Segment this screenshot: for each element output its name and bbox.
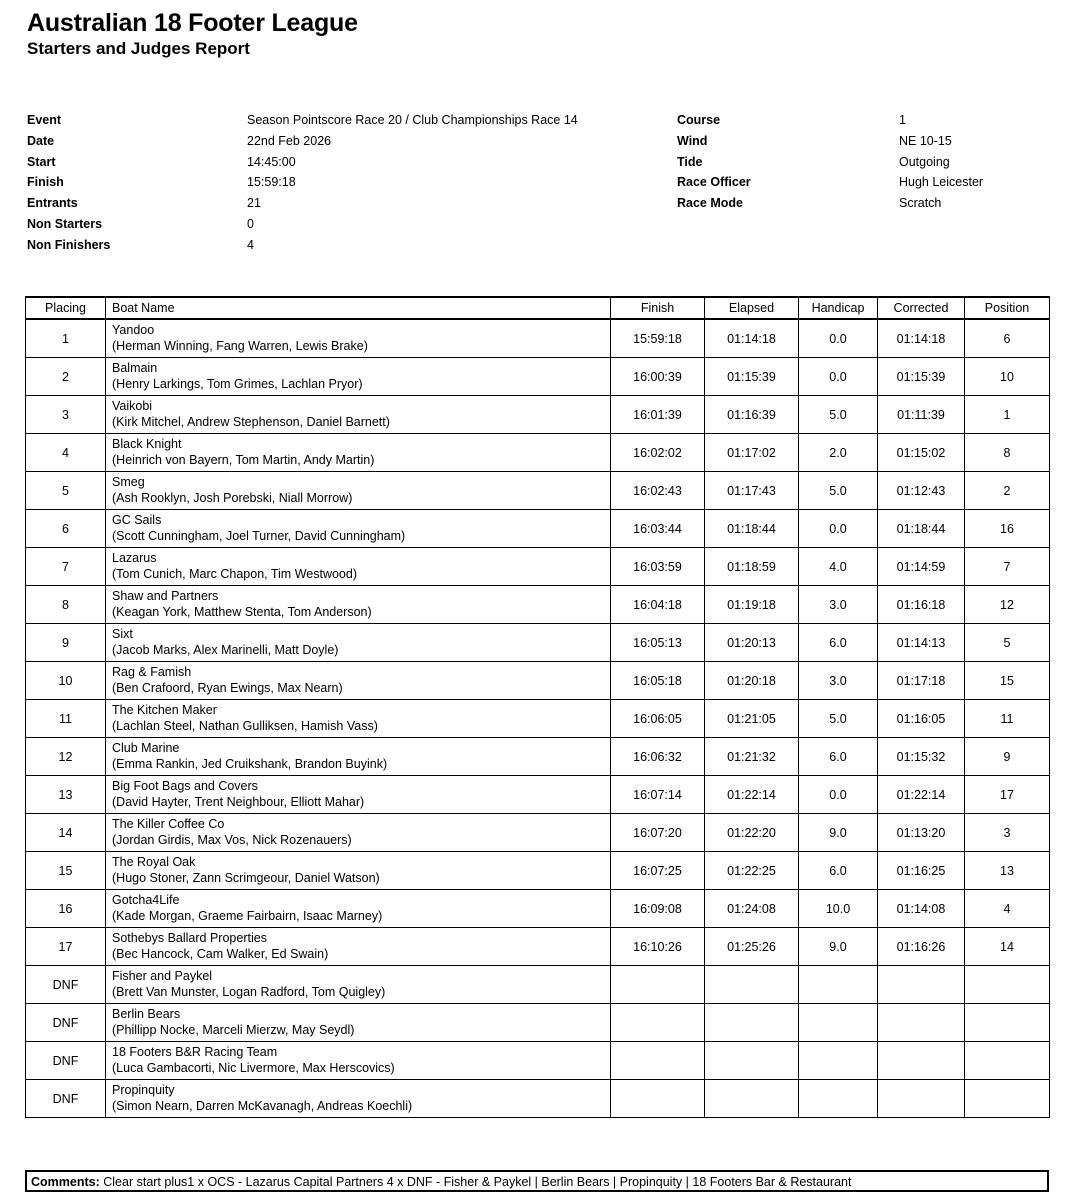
cell-finish: 16:06:05 <box>611 700 705 738</box>
boat-name: Club Marine <box>112 741 180 755</box>
metadata-value: 0 <box>247 216 254 231</box>
cell-handicap <box>799 966 878 1004</box>
cell-boat <box>106 776 611 814</box>
cell-elapsed <box>705 1080 799 1118</box>
cell-position: 14 <box>965 928 1050 966</box>
table-row[interactable] <box>26 548 1050 586</box>
boat-name: The Kitchen Maker <box>112 703 217 717</box>
cell-position: 16 <box>965 510 1050 548</box>
cell-handicap: 0.0 <box>799 319 878 358</box>
cell-finish <box>611 1080 705 1118</box>
metadata-value: 21 <box>247 196 261 211</box>
boat-crew: (Hugo Stoner, Zann Scrimgeour, Daniel Watson) <box>112 870 380 885</box>
boat-cell-content <box>106 890 610 927</box>
cell-placing: 10 <box>26 662 106 700</box>
cell-boat <box>106 1042 611 1080</box>
boat-crew: (Keagan York, Matthew Stenta, Tom Anderson) <box>112 604 372 619</box>
cell-handicap: 6.0 <box>799 738 878 776</box>
metadata-label: Date <box>27 133 55 148</box>
boat-crew: (David Hayter, Trent Neighbour, Elliott Mahar) <box>112 794 365 809</box>
cell-finish: 16:05:18 <box>611 662 705 700</box>
boat-name: The Killer Coffee Co <box>112 817 225 831</box>
column-header-handicap[interactable]: Handicap <box>799 297 878 319</box>
comments-bar <box>25 1170 1049 1192</box>
cell-placing: 17 <box>26 928 106 966</box>
boat-cell-content <box>106 548 610 585</box>
table-row[interactable] <box>26 890 1050 928</box>
boat-crew: (Jacob Marks, Alex Marinelli, Matt Doyle) <box>112 642 339 657</box>
cell-position: 13 <box>965 852 1050 890</box>
metadata-value: Scratch <box>899 196 942 211</box>
boat-cell-content <box>106 966 610 1003</box>
cell-finish: 16:09:08 <box>611 890 705 928</box>
boat-crew: (Bec Hancock, Cam Walker, Ed Swain) <box>112 946 329 961</box>
cell-boat <box>106 396 611 434</box>
metadata-value: 1 <box>899 113 906 127</box>
cell-corrected: 01:16:26 <box>878 928 965 966</box>
table-row[interactable] <box>26 1042 1050 1080</box>
cell-placing: 2 <box>26 358 106 396</box>
cell-position: 8 <box>965 434 1050 472</box>
boat-cell-content <box>106 1004 610 1041</box>
cell-placing: DNF <box>26 1080 106 1118</box>
cell-finish: 15:59:18 <box>611 319 705 358</box>
column-header-boat-name[interactable]: Boat Name <box>106 297 611 319</box>
metadata-row <box>677 172 1057 193</box>
boat-crew: (Simon Nearn, Darren McKavanagh, Andreas Koechli) <box>112 1098 413 1113</box>
cell-finish: 16:02:43 <box>611 472 705 510</box>
cell-handicap <box>799 1042 878 1080</box>
cell-finish: 16:03:44 <box>611 510 705 548</box>
cell-boat <box>106 890 611 928</box>
results-table-body <box>26 319 1050 1118</box>
cell-elapsed: 01:19:18 <box>705 586 799 624</box>
boat-cell-content <box>106 624 610 661</box>
cell-handicap: 5.0 <box>799 396 878 434</box>
cell-boat <box>106 814 611 852</box>
boat-name: GC Sails <box>112 513 162 527</box>
cell-boat <box>106 548 611 586</box>
metadata-value: 15:59:18 <box>247 175 296 190</box>
cell-boat <box>106 510 611 548</box>
cell-corrected: 01:22:14 <box>878 776 965 814</box>
cell-placing: 8 <box>26 586 106 624</box>
boat-name: Balmain <box>112 361 158 375</box>
boat-crew: (Ash Rooklyn, Josh Porebski, Niall Morrow) <box>112 490 353 505</box>
cell-placing: 15 <box>26 852 106 890</box>
boat-cell-content <box>106 320 610 357</box>
cell-corrected: 01:13:20 <box>878 814 965 852</box>
boat-name: Fisher and Paykel <box>112 969 213 983</box>
metadata-row <box>27 193 667 214</box>
boat-cell-content <box>106 700 610 737</box>
metadata-value: NE 10-15 <box>899 133 952 148</box>
boat-name: Propinquity <box>112 1083 175 1097</box>
boat-crew: (Emma Rankin, Jed Cruikshank, Brandon Buyink) <box>112 756 388 771</box>
boat-crew: (Henry Larkings, Tom Grimes, Lachlan Pryor) <box>112 376 363 391</box>
cell-finish: 16:06:32 <box>611 738 705 776</box>
cell-placing: 4 <box>26 434 106 472</box>
metadata-label: Finish <box>27 175 64 190</box>
metadata-row <box>677 152 1057 173</box>
cell-boat <box>106 700 611 738</box>
table-row[interactable] <box>26 319 1050 358</box>
metadata-value: 22nd Feb 2026 <box>247 133 332 148</box>
cell-elapsed: 01:22:25 <box>705 852 799 890</box>
results-table-head <box>26 297 1050 319</box>
column-header-finish[interactable]: Finish <box>611 297 705 319</box>
boat-name: Big Foot Bags and Covers <box>112 779 258 793</box>
cell-position: 17 <box>965 776 1050 814</box>
cell-handicap: 10.0 <box>799 890 878 928</box>
cell-position: 10 <box>965 358 1050 396</box>
metadata-value: Season Pointscore Race 20 / Club Championships Race 14 <box>247 113 578 127</box>
boat-name: Shaw and Partners <box>112 589 219 603</box>
boat-crew: (Herman Winning, Fang Warren, Lewis Brake) <box>112 338 368 353</box>
table-row[interactable] <box>26 472 1050 510</box>
table-row[interactable] <box>26 814 1050 852</box>
cell-handicap: 5.0 <box>799 700 878 738</box>
cell-corrected: 01:16:25 <box>878 852 965 890</box>
boat-cell-content <box>106 928 610 965</box>
boat-cell-content <box>106 776 610 813</box>
comments-label: Comments: <box>31 1175 100 1189</box>
cell-corrected: 01:11:39 <box>878 396 965 434</box>
metadata-label: Tide <box>677 154 703 169</box>
cell-handicap: 4.0 <box>799 548 878 586</box>
metadata-label: Entrants <box>27 196 78 211</box>
boat-cell-content <box>106 586 610 623</box>
cell-placing: 9 <box>26 624 106 662</box>
table-row[interactable] <box>26 510 1050 548</box>
boat-cell-content <box>106 1080 610 1117</box>
cell-handicap: 6.0 <box>799 624 878 662</box>
cell-placing: 16 <box>26 890 106 928</box>
cell-placing: DNF <box>26 1042 106 1080</box>
boat-cell-content <box>106 1042 610 1079</box>
boat-cell-content <box>106 662 610 699</box>
metadata-label: Race Mode <box>677 196 743 211</box>
metadata-row <box>677 131 1057 152</box>
boat-name: Berlin Bears <box>112 1007 181 1021</box>
cell-finish: 16:07:14 <box>611 776 705 814</box>
cell-placing: 1 <box>26 319 106 358</box>
cell-corrected: 01:15:39 <box>878 358 965 396</box>
page-title: Australian 18 Footer League <box>27 9 358 37</box>
metadata-label: Non Starters <box>27 216 103 231</box>
boat-crew: (Kirk Mitchel, Andrew Stephenson, Daniel Barnett) <box>112 414 390 429</box>
cell-boat <box>106 662 611 700</box>
metadata-label: Wind <box>677 133 708 148</box>
metadata-label: Non Finishers <box>27 237 111 252</box>
cell-position: 12 <box>965 586 1050 624</box>
cell-elapsed: 01:24:08 <box>705 890 799 928</box>
cell-corrected <box>878 966 965 1004</box>
cell-handicap: 9.0 <box>799 814 878 852</box>
cell-elapsed <box>705 966 799 1004</box>
cell-finish: 16:05:13 <box>611 624 705 662</box>
cell-handicap: 0.0 <box>799 510 878 548</box>
cell-corrected: 01:15:02 <box>878 434 965 472</box>
cell-position <box>965 1004 1050 1042</box>
boat-name: The Royal Oak <box>112 855 196 869</box>
comments-text: Clear start plus1 x OCS - Lazarus Capital Partners 4 x DNF - Fisher & Paykel | Berlin Bears | Propinquity | 18 Footers Bar & Restaurant <box>103 1175 852 1189</box>
table-header-row <box>26 297 1050 319</box>
cell-corrected: 01:14:18 <box>878 319 965 358</box>
boat-cell-content <box>106 738 610 775</box>
cell-handicap: 0.0 <box>799 358 878 396</box>
metadata-label: Event <box>27 113 62 127</box>
boat-name: Vaikobi <box>112 399 153 413</box>
cell-corrected: 01:15:32 <box>878 738 965 776</box>
cell-elapsed <box>705 1042 799 1080</box>
cell-elapsed: 01:15:39 <box>705 358 799 396</box>
boat-crew: (Tom Cunich, Marc Chapon, Tim Westwood) <box>112 566 357 581</box>
cell-placing: 13 <box>26 776 106 814</box>
boat-crew: (Lachlan Steel, Nathan Gulliksen, Hamish Vass) <box>112 718 378 733</box>
table-row[interactable] <box>26 1080 1050 1118</box>
table-row[interactable] <box>26 358 1050 396</box>
boat-cell-content <box>106 814 610 851</box>
cell-elapsed: 01:21:32 <box>705 738 799 776</box>
table-row[interactable] <box>26 776 1050 814</box>
cell-finish: 16:00:39 <box>611 358 705 396</box>
boat-name: Black Knight <box>112 437 182 451</box>
cell-handicap: 3.0 <box>799 586 878 624</box>
cell-finish <box>611 966 705 1004</box>
cell-elapsed: 01:17:02 <box>705 434 799 472</box>
metadata-value: 4 <box>247 237 254 252</box>
table-row[interactable] <box>26 966 1050 1004</box>
cell-placing: DNF <box>26 1004 106 1042</box>
cell-placing: DNF <box>26 966 106 1004</box>
cell-boat <box>106 1004 611 1042</box>
metadata-column-right <box>677 110 1057 214</box>
cell-elapsed: 01:14:18 <box>705 319 799 358</box>
cell-corrected <box>878 1042 965 1080</box>
cell-boat <box>106 586 611 624</box>
boat-crew: (Scott Cunningham, Joel Turner, David Cunningham) <box>112 528 406 543</box>
cell-placing: 11 <box>26 700 106 738</box>
cell-boat <box>106 738 611 776</box>
table-row[interactable] <box>26 396 1050 434</box>
table-row[interactable] <box>26 434 1050 472</box>
cell-corrected: 01:12:43 <box>878 472 965 510</box>
cell-corrected: 01:16:18 <box>878 586 965 624</box>
boat-cell-content <box>106 358 610 395</box>
page-subtitle: Starters and Judges Report <box>27 39 250 58</box>
cell-boat <box>106 358 611 396</box>
cell-elapsed: 01:22:20 <box>705 814 799 852</box>
cell-handicap: 3.0 <box>799 662 878 700</box>
cell-finish <box>611 1042 705 1080</box>
boat-name: 18 Footers B&R Racing Team <box>112 1045 278 1059</box>
cell-elapsed: 01:20:18 <box>705 662 799 700</box>
column-header-elapsed[interactable]: Elapsed <box>705 297 799 319</box>
cell-finish: 16:10:26 <box>611 928 705 966</box>
cell-finish: 16:03:59 <box>611 548 705 586</box>
cell-position: 11 <box>965 700 1050 738</box>
cell-position: 15 <box>965 662 1050 700</box>
cell-elapsed: 01:21:05 <box>705 700 799 738</box>
cell-handicap <box>799 1080 878 1118</box>
boat-name: Smeg <box>112 475 145 489</box>
boat-crew: (Brett Van Munster, Logan Radford, Tom Quigley) <box>112 984 386 999</box>
cell-finish <box>611 1004 705 1042</box>
cell-corrected: 01:14:08 <box>878 890 965 928</box>
boat-name: Sothebys Ballard Properties <box>112 931 267 945</box>
table-row[interactable] <box>26 1004 1050 1042</box>
cell-position: 6 <box>965 319 1050 358</box>
cell-finish: 16:01:39 <box>611 396 705 434</box>
table-row[interactable] <box>26 624 1050 662</box>
boat-cell-content <box>106 434 610 471</box>
metadata-row <box>27 110 667 131</box>
cell-finish: 16:02:02 <box>611 434 705 472</box>
column-header-position[interactable]: Position <box>965 297 1050 319</box>
title-block <box>27 8 358 59</box>
metadata-row <box>27 214 667 235</box>
cell-finish: 16:04:18 <box>611 586 705 624</box>
cell-corrected: 01:14:59 <box>878 548 965 586</box>
cell-position: 5 <box>965 624 1050 662</box>
metadata-value: 14:45:00 <box>247 154 296 169</box>
boat-name: Gotcha4Life <box>112 893 180 907</box>
cell-corrected <box>878 1080 965 1118</box>
cell-corrected <box>878 1004 965 1042</box>
results-table-wrapper <box>25 296 1049 1118</box>
cell-position: 4 <box>965 890 1050 928</box>
table-row[interactable] <box>26 586 1050 624</box>
cell-elapsed: 01:22:14 <box>705 776 799 814</box>
cell-elapsed: 01:20:13 <box>705 624 799 662</box>
metadata-row <box>27 152 667 173</box>
results-table <box>25 296 1050 1118</box>
cell-position <box>965 1042 1050 1080</box>
cell-placing: 12 <box>26 738 106 776</box>
cell-handicap: 9.0 <box>799 928 878 966</box>
cell-boat <box>106 624 611 662</box>
table-row[interactable] <box>26 852 1050 890</box>
cell-handicap: 0.0 <box>799 776 878 814</box>
metadata-label: Race Officer <box>677 175 751 190</box>
cell-boat <box>106 852 611 890</box>
metadata-value: Hugh Leicester <box>899 175 984 190</box>
boat-cell-content <box>106 472 610 509</box>
metadata-column-left <box>27 110 667 256</box>
boat-name: Sixt <box>112 627 133 641</box>
boat-cell-content <box>106 852 610 889</box>
cell-elapsed: 01:18:44 <box>705 510 799 548</box>
cell-boat <box>106 966 611 1004</box>
cell-position <box>965 1080 1050 1118</box>
cell-placing: 3 <box>26 396 106 434</box>
cell-elapsed: 01:25:26 <box>705 928 799 966</box>
cell-handicap: 5.0 <box>799 472 878 510</box>
cell-finish: 16:07:25 <box>611 852 705 890</box>
cell-boat <box>106 434 611 472</box>
cell-boat <box>106 319 611 358</box>
table-row[interactable] <box>26 928 1050 966</box>
table-row[interactable] <box>26 738 1050 776</box>
metadata-row <box>677 193 1057 214</box>
cell-placing: 7 <box>26 548 106 586</box>
cell-position: 1 <box>965 396 1050 434</box>
metadata-label: Start <box>27 154 56 169</box>
cell-finish: 16:07:20 <box>611 814 705 852</box>
cell-boat <box>106 1080 611 1118</box>
cell-handicap: 6.0 <box>799 852 878 890</box>
cell-position: 2 <box>965 472 1050 510</box>
column-header-placing[interactable]: Placing <box>26 297 106 319</box>
boat-crew: (Luca Gambacorti, Nic Livermore, Max Herscovics) <box>112 1060 395 1075</box>
boat-crew: (Heinrich von Bayern, Tom Martin, Andy Martin) <box>112 452 375 467</box>
metadata-row <box>27 235 667 256</box>
metadata-row <box>677 110 1057 131</box>
cell-corrected: 01:16:05 <box>878 700 965 738</box>
cell-boat <box>106 928 611 966</box>
cell-handicap <box>799 1004 878 1042</box>
metadata-value: Outgoing <box>899 154 950 169</box>
cell-position: 9 <box>965 738 1050 776</box>
boat-crew: (Kade Morgan, Graeme Fairbairn, Isaac Marney) <box>112 908 383 923</box>
cell-position <box>965 966 1050 1004</box>
boat-crew: (Jordan Girdis, Max Vos, Nick Rozenauers) <box>112 832 352 847</box>
metadata-row <box>27 172 667 193</box>
cell-placing: 6 <box>26 510 106 548</box>
boat-cell-content <box>106 396 610 433</box>
cell-elapsed: 01:17:43 <box>705 472 799 510</box>
boat-cell-content <box>106 510 610 547</box>
boat-name: Yandoo <box>112 323 155 337</box>
boat-name: Rag & Famish <box>112 665 192 679</box>
cell-corrected: 01:14:13 <box>878 624 965 662</box>
cell-corrected: 01:17:18 <box>878 662 965 700</box>
table-row[interactable] <box>26 700 1050 738</box>
cell-placing: 14 <box>26 814 106 852</box>
boat-crew: (Phillipp Nocke, Marceli Mierzw, May Seydl) <box>112 1022 355 1037</box>
boat-name: Lazarus <box>112 551 157 565</box>
table-row[interactable] <box>26 662 1050 700</box>
cell-position: 7 <box>965 548 1050 586</box>
cell-handicap: 2.0 <box>799 434 878 472</box>
cell-elapsed: 01:18:59 <box>705 548 799 586</box>
boat-crew: (Ben Crafoord, Ryan Ewings, Max Nearn) <box>112 680 343 695</box>
cell-corrected: 01:18:44 <box>878 510 965 548</box>
metadata-label: Course <box>677 113 721 127</box>
cell-placing: 5 <box>26 472 106 510</box>
cell-elapsed <box>705 1004 799 1042</box>
cell-elapsed: 01:16:39 <box>705 396 799 434</box>
cell-boat <box>106 472 611 510</box>
cell-position: 3 <box>965 814 1050 852</box>
column-header-corrected[interactable]: Corrected <box>878 297 965 319</box>
metadata-row <box>27 131 667 152</box>
